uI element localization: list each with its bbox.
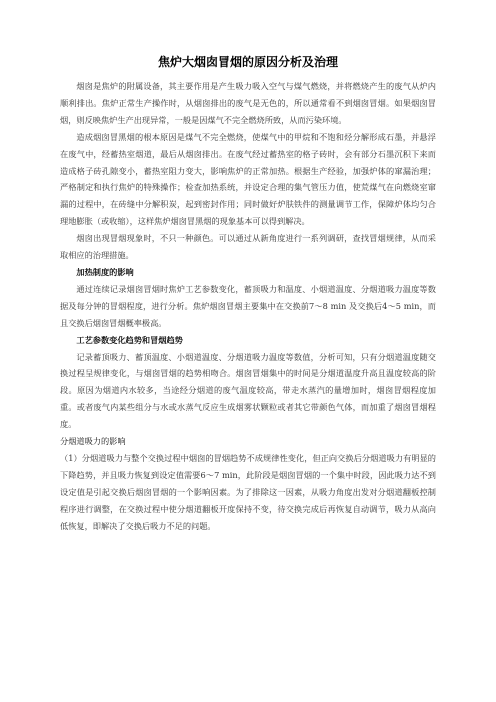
document-title: 焦炉大烟囱冒烟的原因分析及治理 [157, 55, 338, 69]
paragraph-smoke-color: 烟囱出现冒烟现象时，不只一种颜色。可以通过从新角度进行一系列调研，查找冒烟规律，从而采取相应的治理措施。 [60, 233, 436, 261]
paragraph-parameters: 记录蓄顶吸力、蓄顶温度、小烟道温度、分烟道吸力温度等数值，分析可知，只有分烟道温度随交换过程呈规律变化，与烟囱冒烟的趋势相吻合。烟囱冒烟集中的时间是分烟道温度升高且温度较高的阶段。原因为烟道内水较多，当途经分烟道的废气温度较高，带走水蒸汽的量增加时，烟囱冒烟程度加重。或者废气内某些组分与水或水蒸气反应生成烟雾状颗粒或者其它带颜色气体，而加重了烟囱冒烟程度。 [60, 351, 436, 430]
heading-flue-suction: 分烟道吸力的影响 [60, 436, 126, 447]
paragraph-flue-suction: （1）分烟道吸力与整个交换过程中烟囱的冒烟趋势不成规律性变化，但正向交换后分烟道吸力有明显的下降趋势，并且吸力恢复到设定值需要6～7 min，此阶段是烟囱冒烟的一个集中时段，因此吸力达不到设定值是引起交换后烟囱冒烟的一个影响因素。为了排除这一因素，从吸力角度出发对分烟道翻板控制程序进行调整，在交换过程中使分烟道翻板开度保持不变，待交换完成后再恢复自动调节，吸力从高向低恢复，即解决了交换后吸力不足的问题。 [60, 452, 436, 531]
paragraph-heating: 通过连续记录烟囱冒烟时焦炉工艺参数变化，蓄顶吸力和温度、小烟道温度、分烟道吸力温度等数据及每分钟的冒烟程度，进行分析。焦炉烟囱冒烟主要集中在交换前7～8 min 及交换后4～5 min，而且交换后烟囱冒烟概率极高。 [60, 283, 436, 328]
document-body [60, 78, 436, 534]
paragraph-cause: 造成烟囱冒黑烟的根本原因是煤气不完全燃烧，使煤气中的甲烷和不饱和烃分解形成石墨，并悬浮在废气中，经蓄热室烟道，最后从烟囱排出。在废气经过蓄热室的格子砖时，会有部分石墨沉积下来而造成格子砖孔隙变小，蓄热室阻力变大，影响焦炉的正常加热。根据生产经验，加强炉体的窜漏治理；严格制定和执行焦炉的特殊操作；检查加热系统，并设定合理的集气管压力值，使荒煤气在向燃烧室窜漏的过程中，在砖缝中分解积炭，起到密封作用；同时做好炉肤铁件的测量调节工作，保障炉体均匀合理地膨胀（或收缩），这样焦炉烟囱冒黑烟的现象基本可以得到解决。 [60, 131, 436, 227]
heading-heating-system: 加热制度的影响 [76, 266, 134, 277]
heading-process-parameters: 工艺参数变化趋势和冒烟趋势 [76, 334, 183, 345]
paragraph-intro: 烟囱是焦炉的附属设备，其主要作用是产生吸力吸入空气与煤气燃烧，并将燃烧产生的废气从炉内顺利排出。焦炉正常生产操作时，从烟囱排出的废气是无色的，所以通常看不到烟囱冒烟。如果烟囱冒烟，则反映焦炉生产出现异常，一般是因煤气不完全燃烧所致，从而污染环境。 [60, 81, 436, 125]
